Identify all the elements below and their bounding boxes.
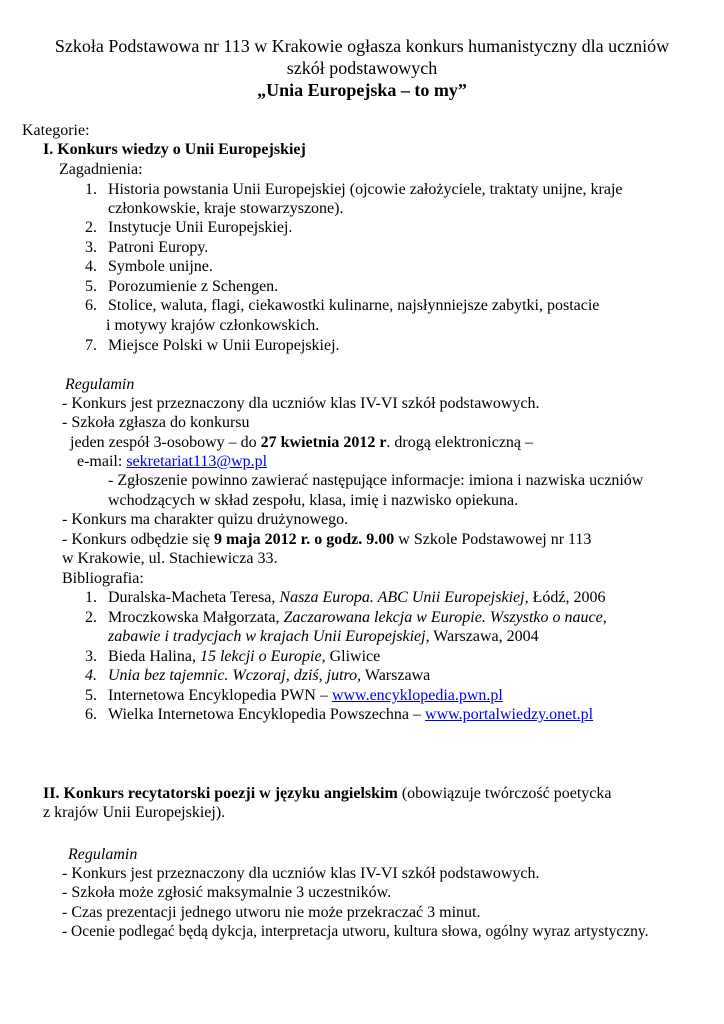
bib-6: Wielka Internetowa Encyklopedia Powszechna – www.portalwiedzy.onet.pl (108, 706, 594, 723)
topic-1-number: 1. (85, 181, 97, 198)
topic-1-line-1: Historia powstania Unii Europejskiej (ojcowie założyciele, traktaty unijne, kraje (108, 181, 623, 198)
topic-4-number: 4. (85, 258, 97, 275)
bib-4-number: 4. (85, 667, 97, 684)
topic-7-number: 7. (85, 337, 97, 354)
header-line-2: szkół podstawowych (286, 58, 438, 78)
s2-rule-2: - Szkoła może zgłosić maksymalnie 3 uczestników. (62, 884, 392, 901)
document-title: „Unia Europejska – to my” (257, 80, 467, 100)
rule-3: jeden zespół 3-osobowy – do 27 kwietnia 2012 r. drogą elektroniczną – (70, 434, 534, 451)
topic-5-text: Porozumienie z Schengen. (108, 278, 279, 295)
topic-6-line-1: Stolice, waluta, flagi, ciekawostki kulinarne, najsłynniejsze zabytki, postacie (108, 297, 600, 314)
rule-2: - Szkoła zgłasza do konkursu (62, 414, 250, 431)
topic-5-number: 5. (85, 278, 97, 295)
email-link[interactable]: sekretariat113@wp.pl (126, 453, 268, 470)
header-line-1: Szkoła Podstawowa nr 113 w Krakowie ogłasza konkurs humanistyczny dla uczniów (54, 36, 670, 56)
bib-1: Duralska-Macheta Teresa, Nasza Europa. ABC Unii Europejskiej, Łódź, 2006 (108, 589, 606, 606)
rule-8: - Konkurs odbędzie się 9 maja 2012 r. o godz. 9.00 w Szkole Podstawowej nr 113 (62, 531, 592, 548)
rule-4: e-mail: sekretariat113@wp.pl (77, 453, 268, 470)
rule-7: - Konkurs ma charakter quizu drużynowego. (62, 511, 349, 528)
topics-label: Zagadnienia: (59, 161, 143, 178)
topic-2-text: Instytucje Unii Europejskiej. (108, 219, 293, 236)
topic-6-line-2: i motywy krajów członkowskich. (106, 317, 320, 334)
bib-2-number: 2. (85, 609, 97, 626)
topic-7-text: Miejsce Polski w Unii Europejskiej. (108, 337, 340, 354)
rules-label-2: Regulamin (68, 846, 138, 863)
registration-deadline: 27 kwietnia 2012 r (260, 434, 387, 451)
rule-6: wchodzących w skład zespołu, klasa, imię i nazwisko opiekuna. (108, 492, 519, 509)
topic-4-text: Symbole unijne. (108, 258, 213, 275)
portalwiedzy-link[interactable]: www.portalwiedzy.onet.pl (425, 706, 594, 723)
topic-2-number: 2. (85, 219, 97, 236)
rule-5: - Zgłoszenie powinno zawierać następujące informacje: imiona i nazwiska uczniów (108, 472, 644, 489)
categories-label: Kategorie: (22, 122, 90, 139)
pwn-link[interactable]: www.encyklopedia.pwn.pl (331, 687, 503, 704)
section-2-heading-line-2: z krajów Unii Europejskiej). (43, 804, 226, 821)
rules-label-1: Regulamin (65, 376, 135, 393)
topic-1-line-2: członkowskie, kraje stowarzyszone). (108, 200, 344, 217)
topic-3-text: Patroni Europy. (108, 239, 209, 256)
section-2-heading: II. Konkurs recytatorski poezji w języku angielskim (obowiązuje twórczość poetycka (43, 785, 612, 802)
rule-9: w Krakowie, ul. Stachiewicza 33. (62, 550, 278, 567)
bib-5: Internetowa Encyklopedia PWN – www.encyklopedia.pwn.pl (108, 687, 503, 704)
bib-6-number: 6. (85, 706, 97, 723)
s2-rule-4: - Ocenie podlegać będą dykcja, interpretacja utworu, kultura słowa, ogólny wyraz artystyczny. (62, 923, 649, 940)
s2-rule-1: - Konkurs jest przeznaczony dla uczniów klas IV-VI szkół podstawowych. (62, 865, 540, 882)
bib-4: Unia bez tajemnic. Wczoraj, dziś, jutro, Warszawa (108, 667, 431, 684)
topic-6-number: 6. (85, 297, 97, 314)
s2-rule-3: - Czas prezentacji jednego utworu nie może przekraczać 3 minut. (62, 904, 481, 921)
contest-date: 9 maja 2012 r. o godz. 9.00 (213, 531, 395, 548)
section-1-heading: I. Konkurs wiedzy o Unii Europejskiej (43, 141, 306, 158)
bibliography-label: Bibliografia: (62, 570, 144, 587)
topic-3-number: 3. (85, 239, 97, 256)
bib-5-number: 5. (85, 687, 97, 704)
bib-1-number: 1. (85, 589, 97, 606)
rule-1: - Konkurs jest przeznaczony dla uczniów klas IV-VI szkół podstawowych. (62, 395, 540, 412)
bib-3-number: 3. (85, 648, 97, 665)
bib-2-line-1: Mroczkowska Małgorzata, Zaczarowana lekcja w Europie. Wszystko o nauce, (108, 609, 607, 626)
bib-3: Bieda Halina, 15 lekcji o Europie, Gliwice (108, 648, 381, 665)
bib-2-line-2: zabawie i tradycjach w krajach Unii Europejskiej, Warszawa, 2004 (108, 628, 539, 645)
